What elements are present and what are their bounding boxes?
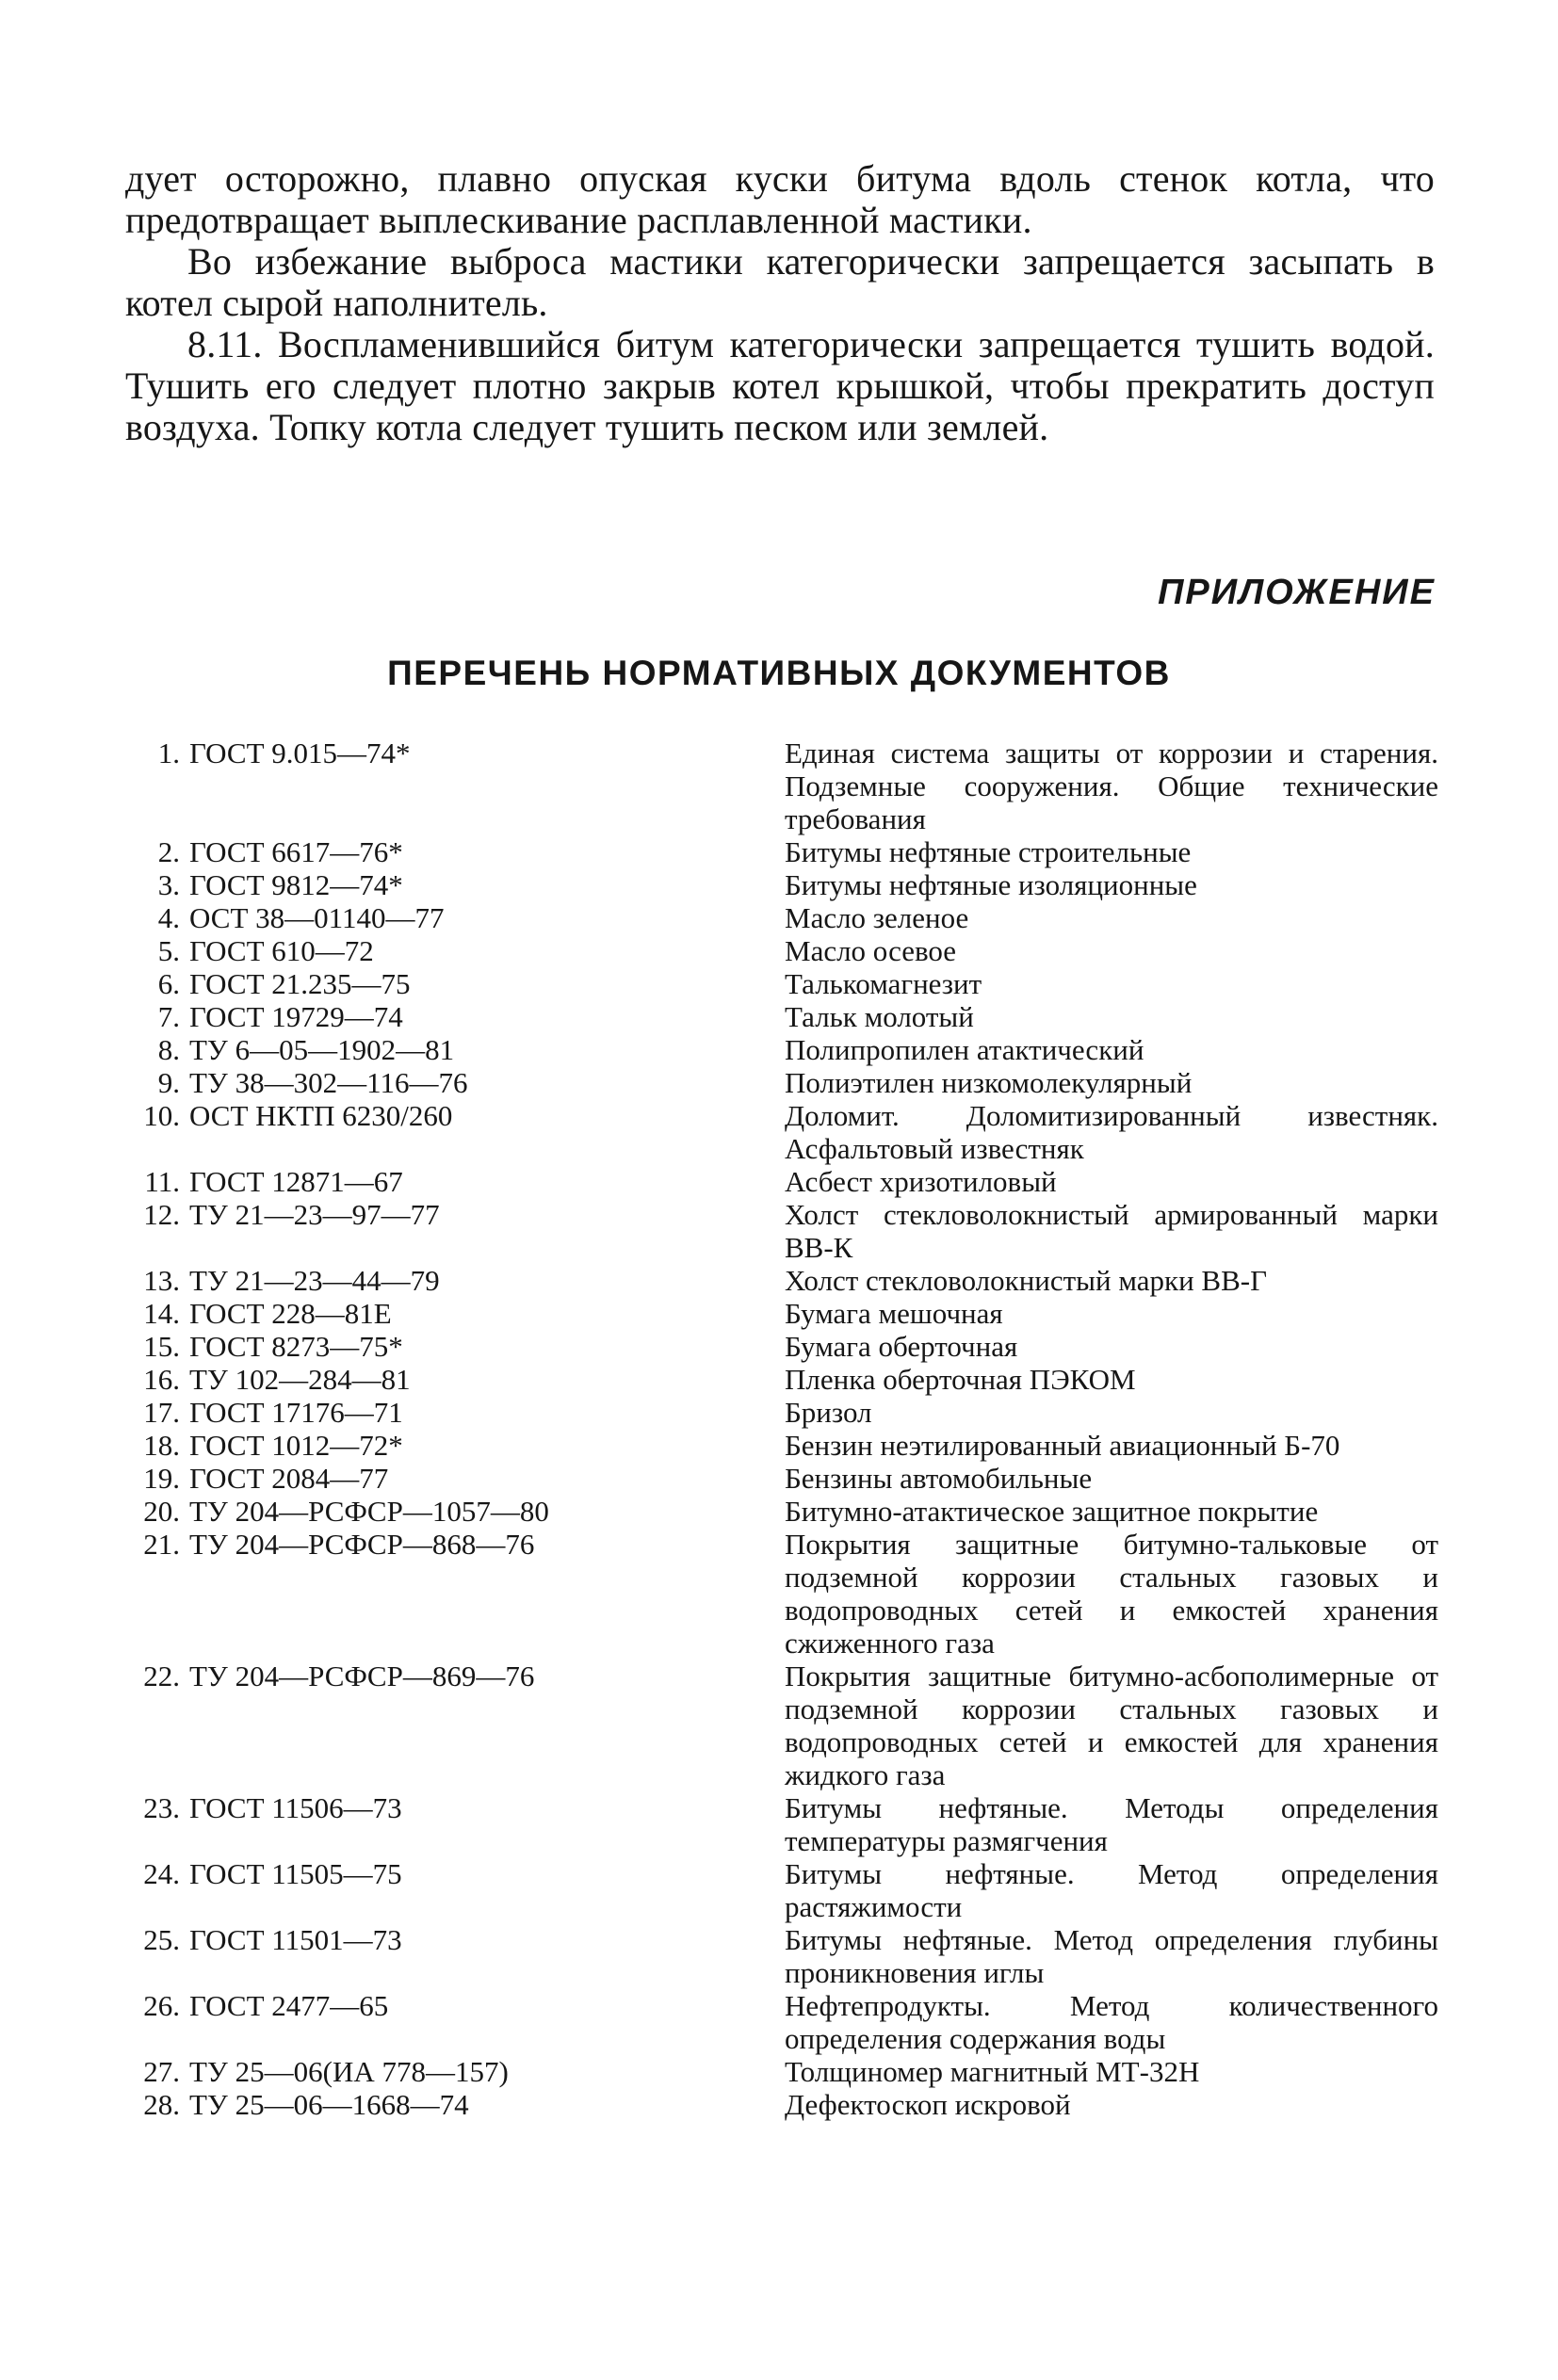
list-item	[118, 934, 1438, 967]
item-title: Битумы нефтяные. Метод определения глубины проникновения иглы	[785, 1923, 1438, 1989]
item-code: ГОСТ 11506—73	[189, 1791, 402, 1824]
item-code: ТУ 21—23—97—77	[189, 1198, 440, 1231]
list-item	[118, 1791, 1438, 1857]
list-item	[118, 1660, 1438, 1791]
item-number: 5.	[157, 934, 180, 967]
item-code: ОСТ НКТП 6230/260	[189, 1099, 453, 1132]
item-code: ГОСТ 2084—77	[189, 1462, 389, 1495]
item-title: Бризол	[785, 1396, 872, 1429]
item-code: ТУ 21—23—44—79	[189, 1264, 440, 1297]
item-code: ТУ 6—05—1902—81	[189, 1033, 455, 1066]
item-number: 16.	[143, 1363, 180, 1396]
item-code: ГОСТ 12871—67	[189, 1165, 403, 1198]
list-item	[118, 1099, 1438, 1165]
item-title: Бумага оберточная	[785, 1330, 1018, 1363]
item-number: 18.	[143, 1429, 180, 1462]
list-item	[118, 1923, 1438, 1989]
item-title: Нефтепродукты. Метод количественного определения содержания воды	[785, 1989, 1438, 2055]
item-number: 4.	[157, 901, 180, 934]
item-number: 19.	[143, 1462, 180, 1495]
appendix-label: ПРИЛОЖЕНИЕ	[1158, 573, 1436, 612]
item-code: ТУ 25—06(ИА 778—157)	[189, 2055, 509, 2088]
item-number: 11.	[144, 1165, 180, 1198]
item-title: Талькомагнезит	[785, 967, 982, 1000]
item-number: 24.	[143, 1857, 180, 1890]
item-code: ТУ 102—284—81	[189, 1363, 411, 1396]
item-number: 1.	[157, 737, 180, 769]
item-title: Бумага мешочная	[785, 1297, 1003, 1330]
list-item	[118, 1495, 1438, 1528]
item-number: 8.	[157, 1033, 180, 1066]
list-item	[118, 737, 1438, 835]
list-item	[118, 1198, 1438, 1264]
list-item	[118, 1165, 1438, 1198]
item-code: ГОСТ 1012—72*	[189, 1429, 403, 1462]
list-item	[118, 967, 1438, 1000]
list-item	[118, 1396, 1438, 1429]
item-title: Битумы нефтяные. Метод определения растяжимости	[785, 1857, 1438, 1923]
item-number: 27.	[143, 2055, 180, 2088]
item-title: Холст стекловолокнистый армированный марки ВВ-К	[785, 1198, 1438, 1264]
item-number: 2.	[157, 835, 180, 868]
item-code: ТУ 204—РСФСР—1057—80	[189, 1495, 549, 1528]
item-number: 3.	[157, 868, 180, 901]
item-code: ГОСТ 21.235—75	[189, 967, 411, 1000]
item-code: ГОСТ 9812—74*	[189, 868, 403, 901]
list-item	[118, 1066, 1438, 1099]
item-title: Пленка оберточная ПЭКОМ	[785, 1363, 1136, 1396]
item-number: 17.	[143, 1396, 180, 1429]
item-code: ОСТ 38—01140—77	[189, 901, 445, 934]
intro-paragraph-3: 8.11. Воспламенившийся битум категорически запрещается тушить водой. Тушить его следует плотно закрыв котел крышкой, чтобы прекратить доступ воздуха. Топку котла следует тушить песком или землей.	[125, 323, 1435, 448]
item-title: Холст стекловолокнистый марки ВВ-Г	[785, 1264, 1268, 1297]
item-code: ТУ 204—РСФСР—869—76	[189, 1660, 535, 1692]
item-title: Толщиномер магнитный МТ-32Н	[785, 2055, 1200, 2088]
item-title: Асбест хризотиловый	[785, 1165, 1057, 1198]
item-number: 23.	[143, 1791, 180, 1824]
list-item	[118, 1363, 1438, 1396]
item-title: Доломит. Доломитизированный известняк. Асфальтовый известняк	[785, 1099, 1438, 1165]
item-number: 21.	[143, 1528, 180, 1561]
item-title: Единая система защиты от коррозии и старения. Подземные сооружения. Общие технические требования	[785, 737, 1438, 835]
item-title: Битумы нефтяные строительные	[785, 835, 1192, 868]
item-title: Битумно-атактическое защитное покрытие	[785, 1495, 1319, 1528]
list-item	[118, 2088, 1438, 2121]
list-item	[118, 1429, 1438, 1462]
list-item	[118, 901, 1438, 934]
item-title: Масло осевое	[785, 934, 957, 967]
list-item	[118, 2055, 1438, 2088]
item-number: 25.	[143, 1923, 180, 1956]
item-code: ГОСТ 17176—71	[189, 1396, 403, 1429]
list-item	[118, 1462, 1438, 1495]
list-item	[118, 1989, 1438, 2055]
item-title: Дефектоскоп искровой	[785, 2088, 1071, 2121]
item-number: 28.	[143, 2088, 180, 2121]
item-number: 7.	[157, 1000, 180, 1033]
item-title: Тальк молотый	[785, 1000, 974, 1033]
intro-text	[125, 158, 1435, 448]
item-code: ТУ 204—РСФСР—868—76	[189, 1528, 535, 1561]
intro-paragraph-1: дует осторожно, плавно опуская куски битума вдоль стенок котла, что предотвращает выплескивание расплавленной мастики.	[125, 157, 1435, 241]
item-code: ГОСТ 11501—73	[189, 1923, 402, 1956]
item-number: 26.	[143, 1989, 180, 2022]
item-code: ТУ 25—06—1668—74	[189, 2088, 469, 2121]
item-code: ГОСТ 11505—75	[189, 1857, 402, 1890]
list-item	[118, 1033, 1438, 1066]
item-number: 15.	[143, 1330, 180, 1363]
item-title: Покрытия защитные битумно-тальковые от подземной коррозии стальных газовых и водопроводных сетей и емкостей хранения сжиженного газа	[785, 1528, 1438, 1660]
item-title: Полиэтилен низкомолекулярный	[785, 1066, 1193, 1099]
item-code: ГОСТ 610—72	[189, 934, 374, 967]
item-title: Бензин неэтилированный авиационный Б-70	[785, 1429, 1340, 1462]
list-item	[118, 835, 1438, 868]
documents-list	[118, 737, 1438, 2121]
item-code: ГОСТ 8273—75*	[189, 1330, 403, 1363]
item-title: Покрытия защитные битумно-асбополимерные от подземной коррозии стальных газовых и водопроводных сетей и емкостей для хранения жидкого газа	[785, 1660, 1438, 1791]
list-item	[118, 1330, 1438, 1363]
list-item	[118, 868, 1438, 901]
item-title: Битумы нефтяные изоляционные	[785, 868, 1197, 901]
list-item	[118, 1000, 1438, 1033]
list-item	[118, 1264, 1438, 1297]
item-number: 12.	[143, 1198, 180, 1231]
item-number: 13.	[143, 1264, 180, 1297]
item-code: ГОСТ 228—81Е	[189, 1297, 392, 1330]
item-number: 9.	[157, 1066, 180, 1099]
item-number: 22.	[143, 1660, 180, 1692]
item-code: ГОСТ 6617—76*	[189, 835, 403, 868]
list-item	[118, 1857, 1438, 1923]
item-title: Полипропилен атактический	[785, 1033, 1144, 1066]
item-code: ГОСТ 2477—65	[189, 1989, 389, 2022]
item-number: 20.	[143, 1495, 180, 1528]
list-heading: ПЕРЕЧЕНЬ НОРМАТИВНЫХ ДОКУМЕНТОВ	[387, 654, 1171, 692]
list-item	[118, 1528, 1438, 1660]
item-title: Масло зеленое	[785, 901, 969, 934]
item-code: ТУ 38—302—116—76	[189, 1066, 468, 1099]
item-title: Бензины автомобильные	[785, 1462, 1093, 1495]
item-code: ГОСТ 9.015—74*	[189, 737, 411, 769]
item-title: Битумы нефтяные. Методы определения температуры размягчения	[785, 1791, 1438, 1857]
item-code: ГОСТ 19729—74	[189, 1000, 403, 1033]
item-number: 14.	[143, 1297, 180, 1330]
item-number: 10.	[143, 1099, 180, 1132]
list-item	[118, 1297, 1438, 1330]
intro-paragraph-2: Во избежание выброса мастики категорически запрещается засыпать в котел сырой наполнитель.	[125, 240, 1435, 324]
item-number: 6.	[157, 967, 180, 1000]
